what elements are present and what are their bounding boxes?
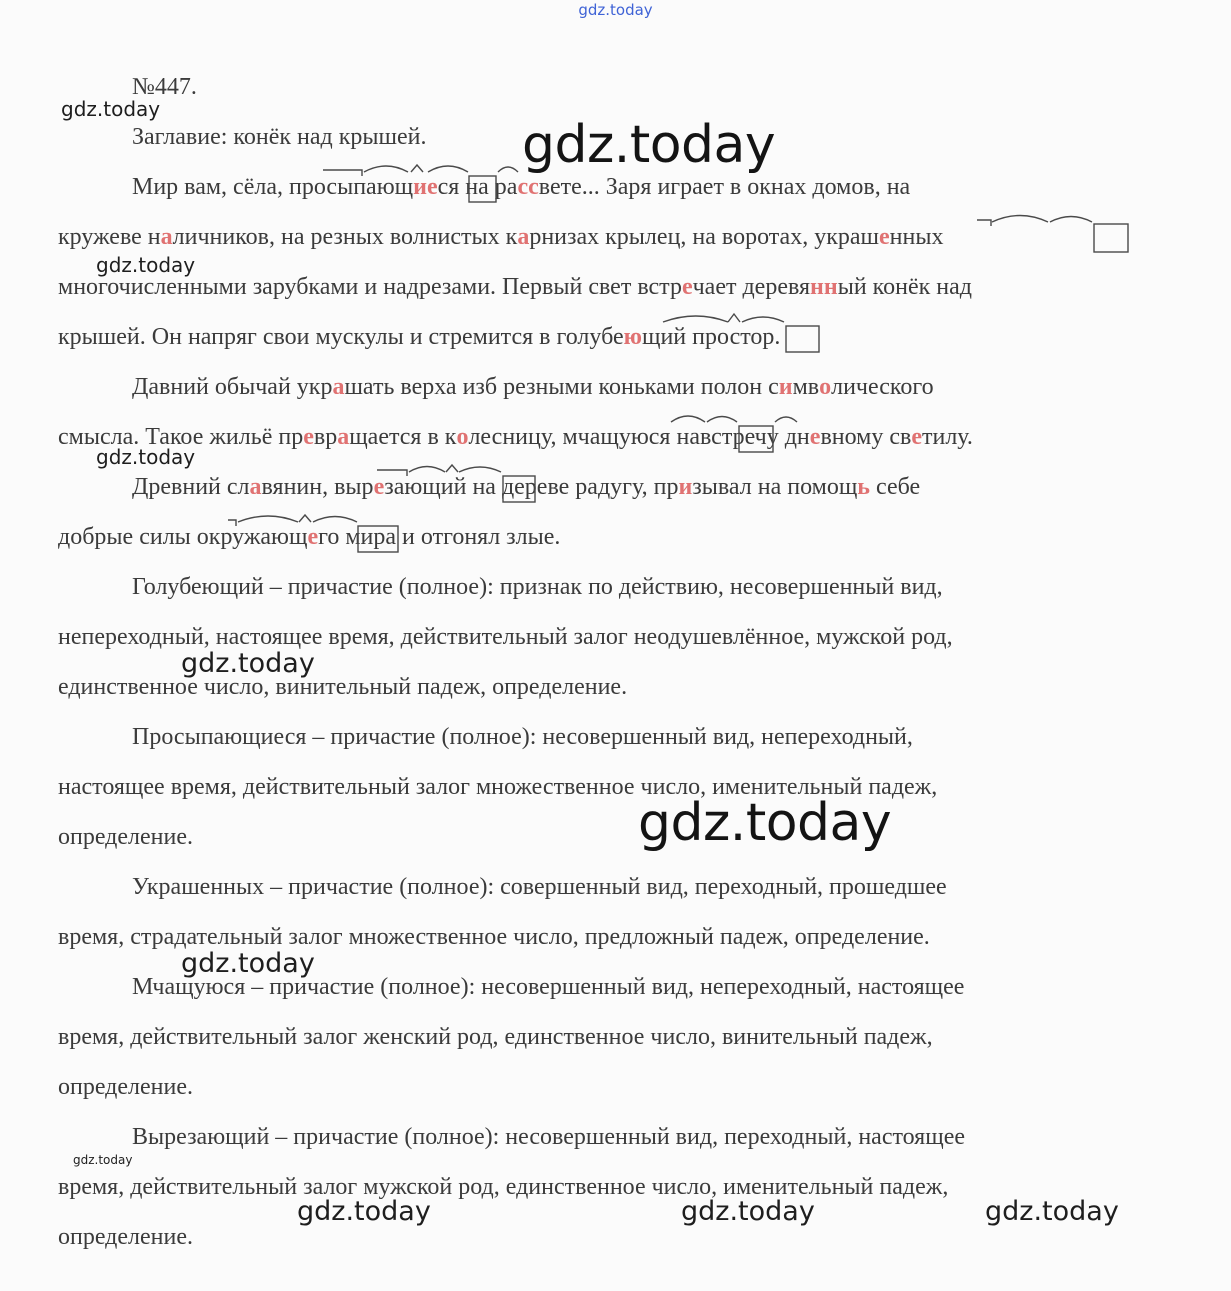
suffix-arc [742,317,784,322]
analysis-2-line-3: определение. [58,824,194,850]
suffix-caret [411,165,423,172]
analysis-2-line-2: настоящее время, действительный залог множественное число, именительный падеж, [58,774,938,800]
suffix-caret [728,314,740,322]
ending-box [503,476,535,502]
analysis-5-line-3: определение. [58,1224,194,1250]
paragraph-1-line-2: кружеве наличников, на резных волнистых карнизах крылец, на воротах, украшенных [58,224,944,250]
watermark: gdz.today [985,1196,1119,1227]
analysis-4-line-3: определение. [58,1074,194,1100]
prefix-mark [323,170,362,176]
watermark: gdz.today [73,1153,133,1167]
watermark: gdz.today [297,1196,431,1227]
paragraph-3-line-2: добрые силы окружающего мира и отгонял злые. [58,524,561,550]
ending-box [469,176,496,202]
analysis-1-line-1: Голубеющий – причастие (полное): признак по действию, несовершенный вид, [132,574,943,600]
suffix-arc [428,166,468,172]
watermark: gdz.today [96,445,196,469]
analysis-4-line-2: время, действительный залог женский род, единственное число, винительный падеж, [58,1024,933,1050]
paragraph-1-line-4: крышей. Он напряг свои мускулы и стремится в голубеющий простор. [58,324,781,350]
root-arc [663,316,728,322]
watermark: gdz.today [96,253,196,277]
root-arc [992,216,1048,223]
analysis-1-line-2: непереходный, настоящее время, действительный залог неодушевлённое, мужской род, [58,624,953,650]
root-arc [409,467,445,473]
watermark: gdz.today [522,115,776,175]
analysis-1-line-3: единственное число, винительный падеж, определение. [58,674,628,700]
analysis-3-line-2: время, страдательный залог множественное число, предложный падеж, определение. [58,924,930,950]
paragraph-2-line-2: смысла. Такое жильё превращается в колесницу, мчащуюся навстречу дневному светилу. [58,424,973,450]
prefix-mark [377,470,407,476]
root-arc [364,166,408,172]
watermark: gdz.today [61,97,161,121]
analysis-2-line-1: Просыпающиеся – причастие (полное): несовершенный вид, непереходный, [132,724,913,750]
root-arc [671,416,705,422]
ending-box [739,426,773,452]
suffix-arc [707,417,737,423]
analysis-3-line-1: Украшенных – причастие (полное): совершенный вид, переходный, прошедшее [132,874,947,900]
postfix-arc [775,417,797,422]
header-watermark: gdz.today [578,1,653,19]
watermark: gdz.today [638,793,892,853]
root-arc [238,516,298,522]
analysis-5-line-1: Вырезающий – причастие (полное): несовершенный вид, переходный, настоящее [132,1124,966,1150]
suffix-arc [1050,217,1092,223]
paragraph-3-line-1: Древний славянин, вырезающий на дереве радугу, призывал на помощь себе [132,474,921,500]
exercise-number: №447. [132,74,197,100]
suffix-arc [459,467,501,472]
paragraph-1-line-1: Мир вам, сёла, просыпающиеся на рассвете... Заря играет в окнах домов, на [132,174,911,200]
postfix-arc [498,167,518,172]
suffix-caret [446,465,458,472]
suffix-arc [313,517,357,523]
ending-box [786,326,819,352]
title-line: Заглавие: конёк над крышей. [132,124,427,150]
watermark: gdz.today [181,948,315,979]
analysis-5-line-2: время, действительный залог мужской род, единственное число, именительный падеж, [58,1174,949,1200]
suffix-caret [299,515,311,522]
ending-box [358,526,398,552]
prefix-mark [228,520,236,526]
analysis-4-line-1: Мчащуюся – причастие (полное): несовершенный вид, непереходный, настоящее [132,974,965,1000]
paragraph-2-line-1: Давний обычай украшать верха изб резными коньками полон символического [132,374,934,400]
prefix-mark [977,220,991,226]
watermark: gdz.today [681,1196,815,1227]
paragraph-1-line-3: многочисленными зарубками и надрезами. Первый свет встречает деревянный конёк над [58,274,972,300]
ending-box [1094,224,1128,252]
watermark: gdz.today [181,648,315,679]
